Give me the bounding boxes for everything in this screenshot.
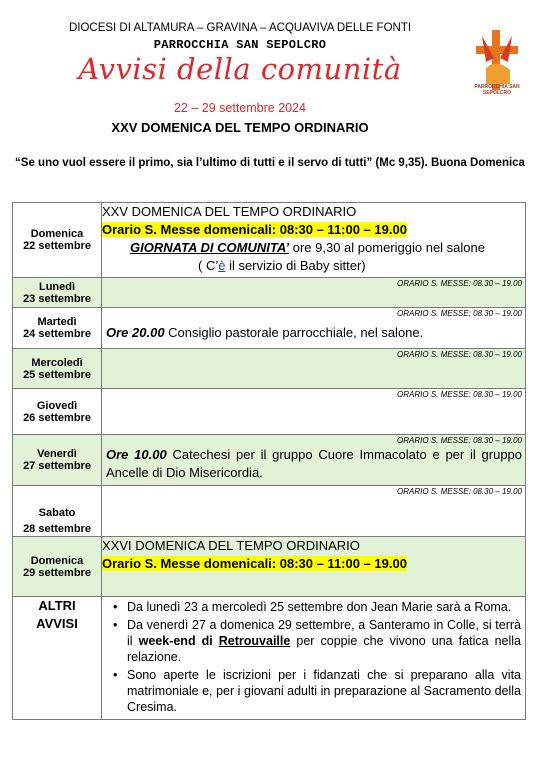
day-date: 25 settembre xyxy=(23,368,91,381)
mass-times-highlight: Orario S. Messe domenicali: 08:30 – 11:00 – 19.00 xyxy=(102,556,407,571)
day-date: 27 settembre xyxy=(23,460,91,472)
page-title: Avvisi della comunità xyxy=(78,52,402,86)
altri-label: ALTRI xyxy=(38,598,76,613)
list-item xyxy=(127,617,521,665)
schedule-row xyxy=(13,349,526,389)
schedule-row xyxy=(13,435,526,486)
day-cell xyxy=(13,203,102,278)
day-name: Lunedì xyxy=(38,280,76,293)
mass-times: ORARIO S. MESSE: 08.30 – 19.00 xyxy=(397,436,522,445)
day-name: Giovedì xyxy=(36,399,78,412)
schedule-row xyxy=(13,203,526,278)
day-content xyxy=(102,486,526,537)
parish-name: PARROCCHIA SAN SEPOLCRO xyxy=(153,38,327,52)
day-name: Sabato xyxy=(38,507,76,519)
day-content xyxy=(102,349,526,389)
mass-times: ORARIO S. MESSE: 08.30 – 19.00 xyxy=(397,390,522,399)
mass-times: ORARIO S. MESSE: 08.30 – 19.00 xyxy=(397,309,522,318)
day-date: 28 settembre xyxy=(23,523,91,535)
schedule-row xyxy=(13,486,526,537)
day-name: Mercoledì xyxy=(31,356,83,369)
list-item xyxy=(127,599,521,615)
altri-avvisi-label xyxy=(13,597,102,720)
day-name: Domenica xyxy=(30,228,84,240)
altri-avvisi-row xyxy=(13,597,526,720)
notice-text-end: per coppie che vivono una fatica nella relazione. xyxy=(127,634,521,664)
day-cell xyxy=(13,435,102,486)
list-item xyxy=(127,667,521,715)
day-cell xyxy=(13,486,102,537)
day-content xyxy=(102,203,526,278)
day-date: 29 settembre xyxy=(23,566,91,579)
day-content xyxy=(102,308,526,349)
retrouvaille-link[interactable]: Retrouvaille xyxy=(218,634,291,648)
event-time: Ore 10.00 xyxy=(106,447,167,462)
day-cell xyxy=(13,308,102,349)
schedule-row xyxy=(13,308,526,349)
mass-times: ORARIO S. MESSE: 08.30 – 19.00 xyxy=(397,487,522,496)
event-title: GIORNATA DI COMUNITA’ xyxy=(130,240,290,255)
day-date: 26 settembre xyxy=(23,411,91,424)
logo-tomb xyxy=(486,63,510,84)
event-time: Ore 20.00 xyxy=(106,325,165,340)
mass-times: ORARIO S. MESSE: 08.30 – 19.00 xyxy=(397,350,522,359)
liturgical-heading: XXV DOMENICA DEL TEMPO ORDINARIO xyxy=(111,120,369,135)
diocese-name: DIOCESI DI ALTAMURA – GRAVINA – ACQUAVIVA DELLE FONTI xyxy=(68,22,412,34)
logo-cross-horizontal xyxy=(476,46,518,54)
mass-times: ORARIO S. MESSE: 08.30 – 19.00 xyxy=(397,279,522,288)
schedule-table xyxy=(12,202,526,720)
day-content xyxy=(102,389,526,435)
baby-sitter-link[interactable]: è xyxy=(218,258,226,273)
event-note-end: il servizio di Baby sitter) xyxy=(225,258,366,273)
schedule-row xyxy=(13,389,526,435)
day-name: Martedì xyxy=(37,316,77,328)
avvisi-label: AVVISI xyxy=(36,616,78,631)
schedule-row xyxy=(13,278,526,308)
event-note: ( C’ xyxy=(198,258,219,273)
notice-text: Da venerdì 27 a domenica 29 settembre, a Santeramo in Colle, si terrà il xyxy=(127,618,521,648)
schedule-row xyxy=(13,537,526,597)
notices-list xyxy=(102,599,525,719)
day-content xyxy=(102,537,526,597)
day-name: Venerdì xyxy=(37,448,77,460)
date-range: 22 – 29 settembre 2024 xyxy=(173,101,307,115)
event-text: Catechesi per il gruppo Cuore Immacolato e per il gruppo Ancelle di Dio Misericordia. xyxy=(106,447,523,480)
event-text: Consiglio pastorale parrocchiale, nel salone. xyxy=(164,325,424,340)
day-date: 24 settembre xyxy=(23,328,91,340)
logo-caption: PARROCCHIA SAN SEPOLCRO xyxy=(474,84,520,96)
notice-text: Da lunedì 23 a mercoledì 25 settembre don Jean Marie sarà a Roma. xyxy=(127,600,512,614)
day-cell xyxy=(13,278,102,308)
day-cell xyxy=(13,537,102,597)
notice-text: Sono aperte le iscrizioni per i fidanzati che si preparano alla vita matrimoniale e, per i giovani adulti in preparazione al Sacramento della Cresima. xyxy=(127,668,521,714)
day-name: Domenica xyxy=(30,554,84,567)
day-date: 23 settembre xyxy=(23,292,91,305)
gospel-quote: “Se uno vuol essere il primo, sia l’ultimo di tutti e il servo di tutti” (Mc 9,35). Buona Domenica xyxy=(15,157,525,169)
notice-bold: week-end di xyxy=(138,634,219,648)
altri-avvisi-content xyxy=(102,597,526,720)
day-content xyxy=(102,278,526,308)
day-cell xyxy=(13,349,102,389)
day-cell xyxy=(13,389,102,435)
day-date: 22 settembre xyxy=(23,240,91,252)
day-title: XXVI DOMENICA DEL TEMPO ORDINARIO xyxy=(102,538,360,553)
mass-times-highlight: Orario S. Messe domenicali: 08:30 – 11:00 – 19.00 xyxy=(102,222,407,237)
event-text: ore 9,30 al pomeriggio nel salone xyxy=(289,240,485,255)
day-content xyxy=(102,435,526,486)
day-title: XXV DOMENICA DEL TEMPO ORDINARIO xyxy=(102,204,357,219)
